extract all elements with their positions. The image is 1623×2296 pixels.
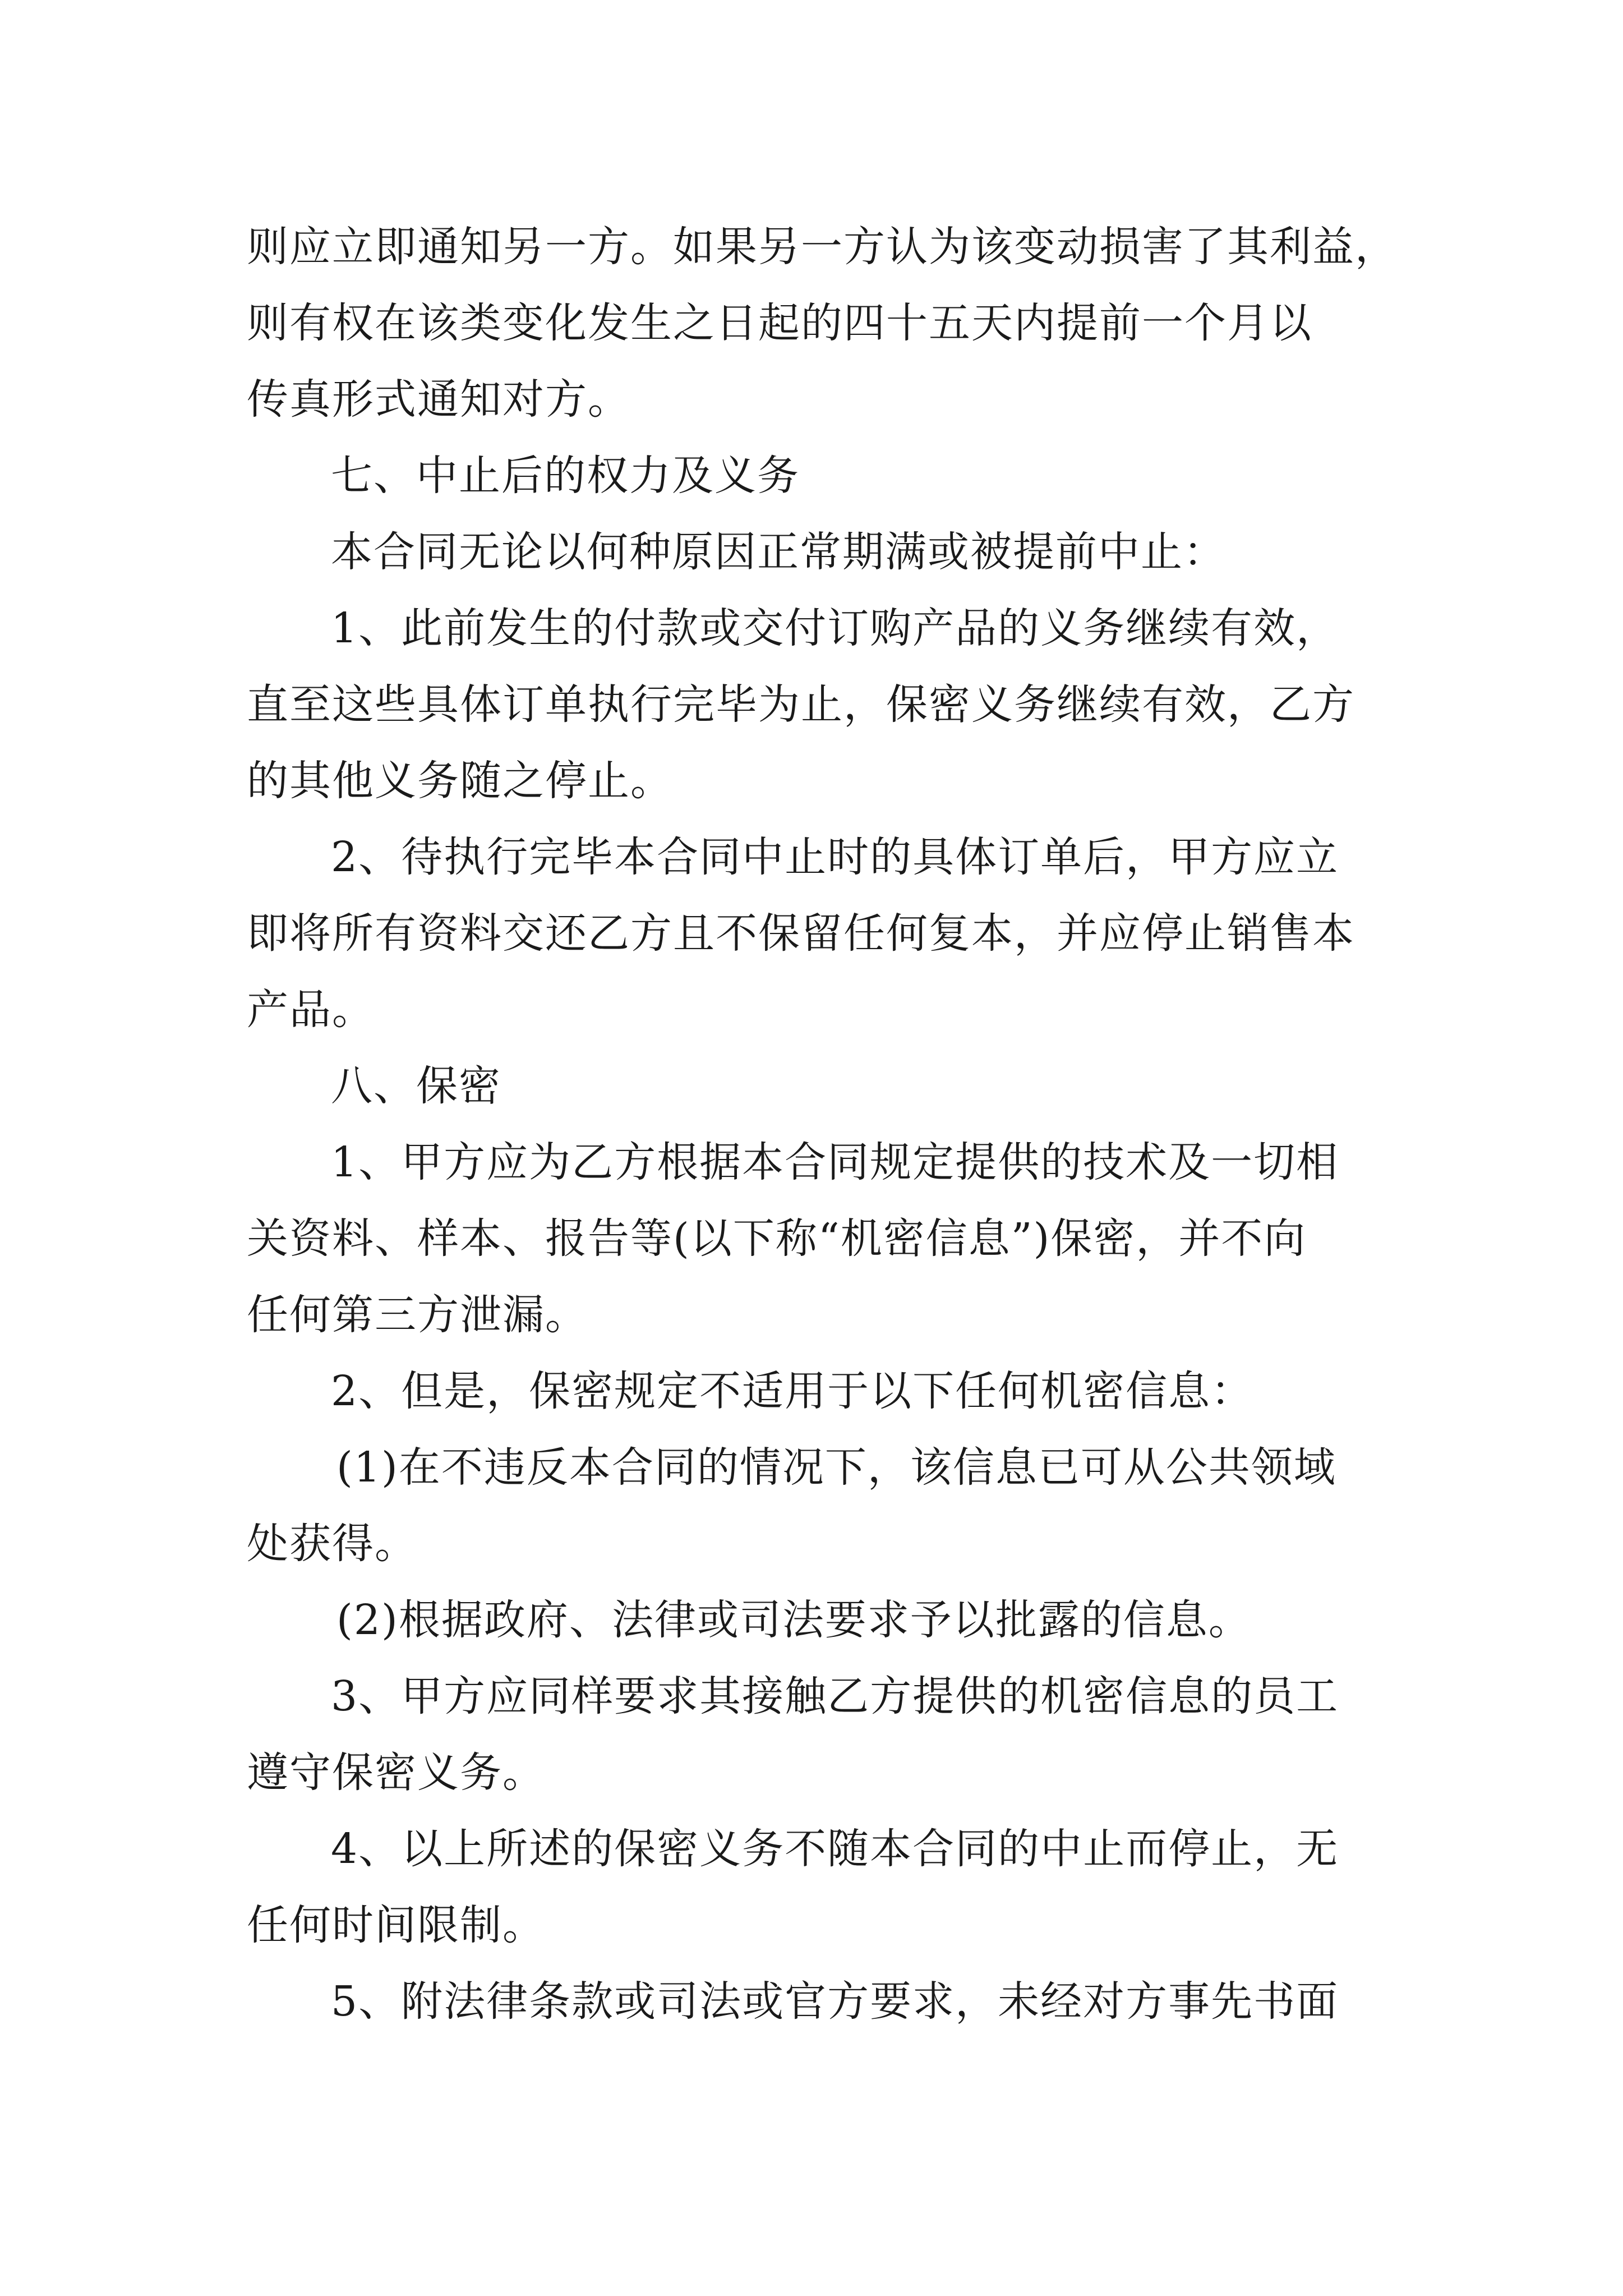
- text-line-14: 关资料、样本、报告等(以下称“机密信息”)保密，并不向: [247, 1214, 1307, 1263]
- clause-8-2-1-start: (1)在不违反本合同的情况下，该信息已可从公共领域: [336, 1443, 1336, 1492]
- text-line-1: 则应立即通知另一方。如果另一方认为该变动损害了其利益，: [247, 223, 1398, 271]
- clause-7-2-start: 2、待执行完毕本合同中止时的具体订单后，甲方应立: [331, 833, 1339, 881]
- clause-8-5-start: 5、附法律条款或司法或官方要求，未经对方事先书面: [331, 1977, 1339, 2026]
- clause-8-2-start: 2、但是，保密规定不适用于以下任何机密信息：: [331, 1367, 1254, 1415]
- text-line-11: 产品。: [247, 986, 375, 1034]
- text-line-21: 遵守保密义务。: [247, 1749, 545, 1797]
- text-line-23: 任何时间限制。: [247, 1901, 545, 1949]
- text-line-15: 任何第三方泄漏。: [247, 1291, 588, 1339]
- document-body: [247, 209, 1413, 2040]
- text-line-3: 传真形式通知对方。: [247, 375, 630, 424]
- text-line-18: 处获得。: [247, 1520, 417, 1568]
- text-line-2: 则有权在该类变化发生之日起的四十五天内提前一个月以: [247, 299, 1312, 347]
- section-heading-8: 八、保密: [331, 1062, 501, 1110]
- text-line-5: 本合同无论以何种原因正常期满或被提前中止：: [331, 528, 1226, 576]
- clause-7-1-start: 1、此前发生的付款或交付订购产品的义务继续有效，: [331, 604, 1339, 652]
- clause-8-1-start: 1、甲方应为乙方根据本合同规定提供的技术及一切相: [331, 1138, 1339, 1186]
- text-line-10: 即将所有资料交还乙方且不保留任何复本，并应停止销售本: [247, 909, 1355, 958]
- section-heading-7: 七、中止后的权力及义务: [331, 452, 800, 500]
- clause-8-4-start: 4、以上所述的保密义务不随本合同的中止而停止，无: [331, 1825, 1339, 1873]
- clause-8-3-start: 3、甲方应同样要求其接触乙方提供的机密信息的员工: [331, 1672, 1339, 1720]
- text-line-8: 的其他义务随之停止。: [247, 757, 673, 805]
- text-line-7: 直至这些具体订单执行完毕为止，保密义务继续有效，乙方: [247, 680, 1355, 729]
- clause-8-2-2: (2)根据政府、法律或司法要求予以批露的信息。: [336, 1596, 1251, 1644]
